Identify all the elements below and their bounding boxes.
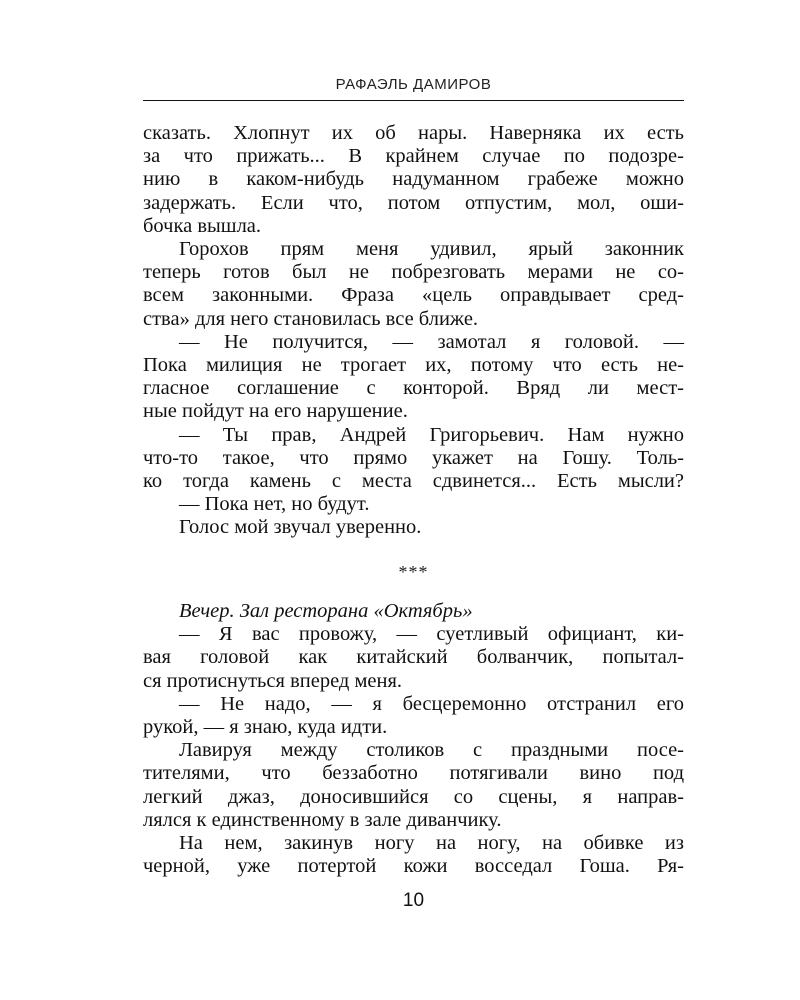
- text-line: вая головой как китайский болванчик, попытал-: [143, 646, 684, 669]
- text-line: всем законными. Фраза «цель оправдывает сред-: [143, 284, 684, 307]
- text-line: Голос мой звучал уверенно.: [179, 516, 422, 539]
- text-line: ные пойдут на его нарушение.: [143, 400, 408, 423]
- text-line: ся протиснуться вперед меня.: [143, 669, 403, 692]
- text-line: гласное соглашение с конторой. Вряд ли мест-: [143, 377, 684, 400]
- text-line: тителями, что беззаботно потягивали вино под: [143, 762, 684, 785]
- text-line: — Не надо, — я бесцеремонно отстранил его: [179, 692, 684, 715]
- text-line: лялся к единственному в зале диванчику.: [143, 808, 502, 831]
- text-block-1: [143, 122, 684, 540]
- text-line: Горохов прям меня удивил, ярый законник: [179, 238, 684, 261]
- header-rule: [143, 100, 684, 101]
- text-line: сказать. Хлопнут их об нары. Наверняка их есть: [143, 122, 684, 144]
- text-line: — Я вас провожу, — суетливый официант, ки-: [179, 623, 684, 646]
- text-line: Лавируя между столиков с праздными посе-: [179, 739, 684, 762]
- running-header: РАФАЭЛЬ ДАМИРОВ: [335, 76, 492, 93]
- scene-subheading: Вечер. Зал ресторана «Октябрь»: [179, 600, 473, 622]
- text-line: ко тогда камень с места сдвинется... Есть мысли?: [143, 470, 684, 493]
- text-line: — Ты прав, Андрей Григорьевич. Нам нужно: [179, 423, 684, 446]
- text-line: нию в каком-нибудь надуманном грабеже можно: [143, 168, 684, 191]
- text-block-2: [143, 600, 684, 878]
- text-line: легкий джаз, доносившийся со сцены, я направ-: [143, 785, 684, 808]
- text-line: за что прижать... В крайнем случае по подозре-: [143, 145, 684, 168]
- page-number: 10: [402, 890, 425, 911]
- text-line: — Не получится, — замотал я головой. —: [179, 330, 684, 353]
- text-line: Пока милиция не трогает их, потому что есть не-: [143, 354, 684, 377]
- text-line: что-то такое, что прямо укажет на Гошу. Толь-: [143, 446, 684, 469]
- text-line: задержать. Если что, потом отпустим, мол, оши-: [143, 191, 684, 214]
- section-separator: ***: [398, 562, 429, 582]
- text-line: черной, уже потертой кожи восседал Гоша. Ря-: [143, 855, 684, 878]
- text-line: бочка вышла.: [143, 214, 262, 237]
- text-line: — Пока нет, но будут.: [179, 493, 370, 516]
- text-line: На нем, закинув ногу на ногу, на обивке из: [179, 832, 684, 855]
- text-line: ства» для него становилась все ближе.: [143, 307, 479, 330]
- text-line: рукой, — я знаю, куда идти.: [143, 716, 388, 739]
- text-line: теперь готов был не побрезговать мерами не со-: [143, 261, 684, 284]
